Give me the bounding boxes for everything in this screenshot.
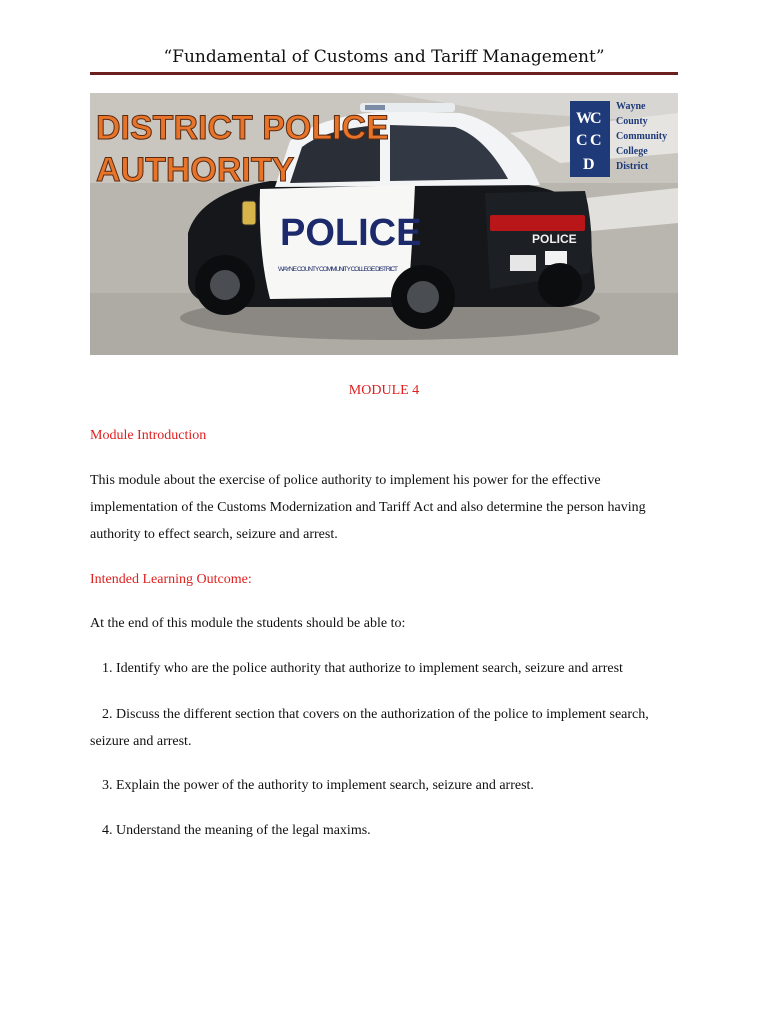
list-item-number: 1. (102, 661, 113, 676)
svg-text:D: D (583, 156, 595, 173)
svg-text:C: C (590, 110, 602, 127)
list-item-number: 2. (102, 707, 113, 722)
list-item (90, 817, 680, 844)
logo-text-1: Wayne (616, 101, 646, 112)
list-item (90, 655, 680, 682)
logo-text-2: County (616, 116, 648, 127)
logo-text-4: College (616, 146, 648, 157)
police-car-banner-image (90, 93, 678, 355)
module-introduction-text: This module about the exercise of police authority to implement his power for the effective implementation of the Customs Modernization and Tariff Act and also determine the person having authority to effect search, seizure and arrest. (90, 473, 646, 542)
learning-outcome-lead: At the end of this module the students should be able to: (90, 616, 406, 631)
learning-outcome-heading: Intended Learning Outcome: (90, 572, 252, 587)
logo-text-3: Community (616, 131, 668, 142)
list-item-number: 4. (102, 823, 113, 838)
module-title: MODULE 4 (348, 383, 420, 398)
svg-text:C: C (590, 132, 602, 149)
car-rear-police-text: POLICE (532, 232, 577, 246)
logo-text-5: District (616, 161, 649, 172)
list-item (90, 772, 680, 799)
banner-headline-line2: AUTHORITY (96, 151, 295, 189)
list-item-text: Understand the meaning of the legal maxims. (116, 823, 371, 838)
svg-text:W: W (576, 110, 592, 127)
svg-text:C: C (576, 132, 588, 149)
document-header-title: “Fundamental of Customs and Tariff Management” (163, 47, 605, 67)
car-door-subtext: WAYNE COUNTY COMMUNITY COLLEGE DISTRICT (278, 266, 398, 273)
list-item (90, 701, 680, 755)
module-introduction-heading: Module Introduction (90, 428, 207, 443)
car-door-police-text: POLICE (280, 212, 422, 254)
list-item-text: Discuss the different section that covers on the authorization of the police to implement search, seizure and arrest. (90, 707, 649, 749)
list-item-number: 3. (102, 778, 113, 793)
list-item-text: Explain the power of the authority to implement search, seizure and arrest. (116, 778, 534, 793)
header-divider (90, 72, 678, 75)
banner-headline-line1: DISTRICT POLICE (96, 109, 389, 147)
list-item-text: Identify who are the police authority that authorize to implement search, seizure and arrest (116, 661, 623, 676)
